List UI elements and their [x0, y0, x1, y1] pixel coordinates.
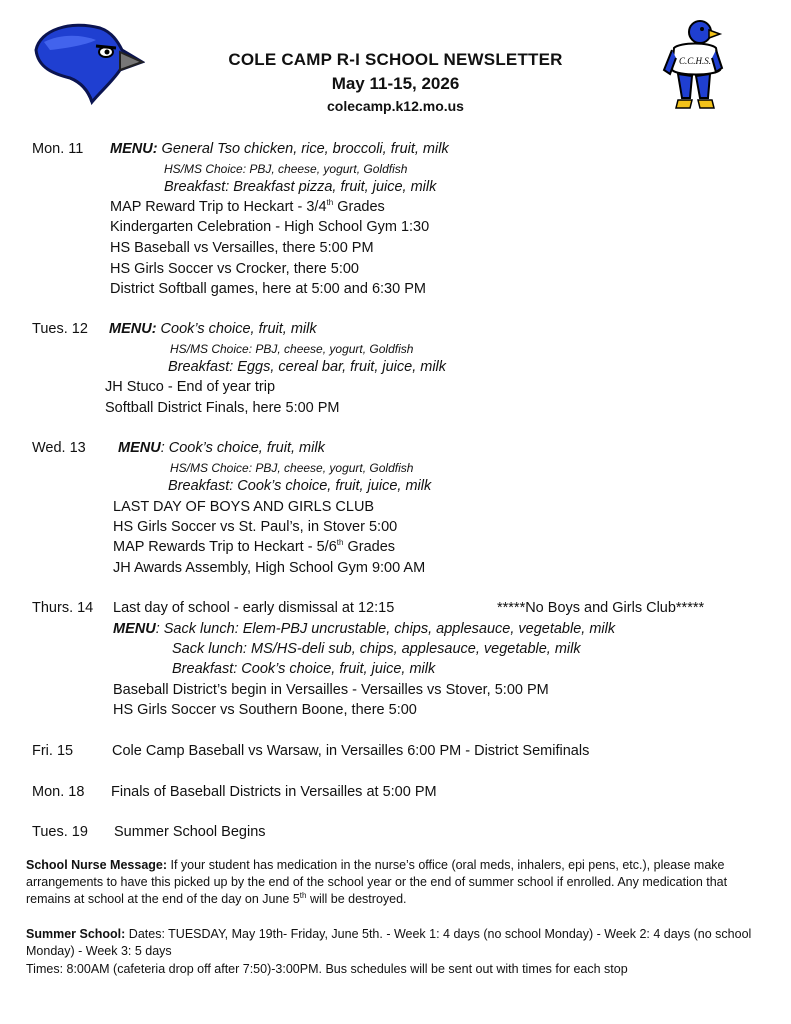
menu-label: MENU: [113, 621, 156, 637]
event-line: Cole Camp Baseball vs Warsaw, in Versailles 6:00 PM - District Semifinals: [112, 743, 590, 759]
event-text: MAP Reward Trip to Heckart - 3/4: [110, 199, 327, 215]
superscript: th: [326, 198, 334, 208]
school-website: colecamp.k12.mo.us: [327, 98, 464, 114]
menu-label: MENU:: [109, 321, 157, 337]
event-line: [110, 198, 385, 216]
event-line: [113, 538, 395, 556]
event-line: LAST DAY OF BOYS AND GIRLS CLUB: [113, 499, 375, 515]
menu-line: [118, 439, 325, 457]
day-label: Mon. 18: [32, 784, 85, 800]
summer-times: Times: 8:00AM (cafeteria drop off after 7:50)-3:00PM. Bus schedules will be sent out with times for each stop: [26, 962, 628, 976]
newsletter-dates: May 11-15, 2026: [331, 74, 460, 93]
nurse-text-end: will be destroyed.: [306, 892, 407, 906]
menu-text: General Tso chicken, rice, broccoli, fruit, milk: [157, 141, 449, 157]
breakfast-line: Breakfast: Cook’s choice, fruit, juice, milk: [172, 661, 436, 677]
event-line: JH Stuco - End of year trip: [105, 379, 276, 395]
event-line: HS Girls Soccer vs St. Paul’s, in Stover 5:00: [113, 519, 398, 535]
menu-line: [109, 320, 317, 338]
event-line: HS Baseball vs Versailles, there 5:00 PM: [110, 240, 374, 256]
nurse-message: [26, 857, 771, 908]
event-line: HS Girls Soccer vs Crocker, there 5:00: [110, 261, 359, 277]
day-label: Tues. 12: [32, 321, 88, 337]
event-line: HS Girls Soccer vs Southern Boone, there 5:00: [113, 702, 417, 718]
menu-text: : Sack lunch: Elem-PBJ uncrustable, chips, applesauce, vegetable, milk: [155, 621, 616, 637]
summer-label: Summer School:: [26, 927, 126, 941]
choice-line: HS/MS Choice: PBJ, cheese, yogurt, Goldfish: [170, 342, 414, 356]
menu-line: Sack lunch: MS/HS-deli sub, chips, applesauce, vegetable, milk: [172, 641, 581, 657]
event-line: Baseball District’s begin in Versailles - Versailles vs Stover, 5:00 PM: [113, 682, 549, 698]
menu-text: : Cook’s choice, fruit, milk: [160, 440, 325, 456]
choice-line: HS/MS Choice: PBJ, cheese, yogurt, Goldfish: [170, 461, 414, 475]
menu-line: [110, 140, 449, 158]
event-line: Softball District Finals, here 5:00 PM: [105, 400, 340, 416]
no-club-note: *****No Boys and Girls Club*****: [497, 600, 705, 616]
nurse-label: School Nurse Message:: [26, 858, 168, 872]
choice-line: HS/MS Choice: PBJ, cheese, yogurt, Goldfish: [164, 162, 408, 176]
summer-school-message: [26, 926, 771, 960]
event-line: Kindergarten Celebration - High School Gym 1:30: [110, 219, 430, 235]
day-label: Mon. 11: [32, 141, 84, 157]
day-label: Fri. 15: [32, 743, 74, 759]
event-line: Summer School Begins: [114, 824, 266, 840]
event-text: MAP Rewards Trip to Heckart - 5/6: [113, 539, 337, 555]
newsletter-title: COLE CAMP R-I SCHOOL NEWSLETTER: [228, 50, 563, 69]
day-label: Wed. 13: [32, 440, 86, 456]
event-line: Finals of Baseball Districts in Versailles at 5:00 PM: [111, 784, 437, 800]
breakfast-line: Breakfast: Breakfast pizza, fruit, juice, milk: [164, 179, 437, 195]
menu-label: MENU:: [110, 141, 158, 157]
nurse-text: If your student has medication in the nurse’s office (oral meds, inhalers, epi pens, etc.), please make arrangements to have this picked up by the end of the school year or the end of summer school if enrolled. Any medication that remains at school at the end of the day on June 5: [26, 858, 728, 906]
day-label: Thurs. 14: [32, 600, 94, 616]
breakfast-line: Breakfast: Eggs, cereal bar, fruit, juice, milk: [168, 359, 447, 375]
event-text: Grades: [343, 539, 396, 555]
breakfast-line: Breakfast: Cook’s choice, fruit, juice, milk: [168, 478, 432, 494]
day-label: Tues. 19: [32, 824, 88, 840]
summer-text: Dates: TUESDAY, May 19th- Friday, June 5th. - Week 1: 4 days (no school Monday) - Week 2: 4 days (no school Monday) - Week 3: 5 days: [26, 927, 752, 958]
event-text: Grades: [333, 199, 385, 215]
event-line: JH Awards Assembly, High School Gym 9:00 AM: [113, 560, 426, 576]
menu-text: Cook’s choice, fruit, milk: [156, 321, 317, 337]
event-line: Last day of school - early dismissal at 12:15: [113, 600, 395, 616]
menu-label: MENU: [118, 440, 161, 456]
superscript: th: [299, 890, 307, 900]
event-line: District Softball games, here at 5:00 and 6:30 PM: [110, 281, 426, 297]
svg-text:C.C.H.S.: C.C.H.S.: [678, 56, 712, 66]
menu-line: [113, 620, 615, 638]
superscript: th: [336, 538, 344, 548]
